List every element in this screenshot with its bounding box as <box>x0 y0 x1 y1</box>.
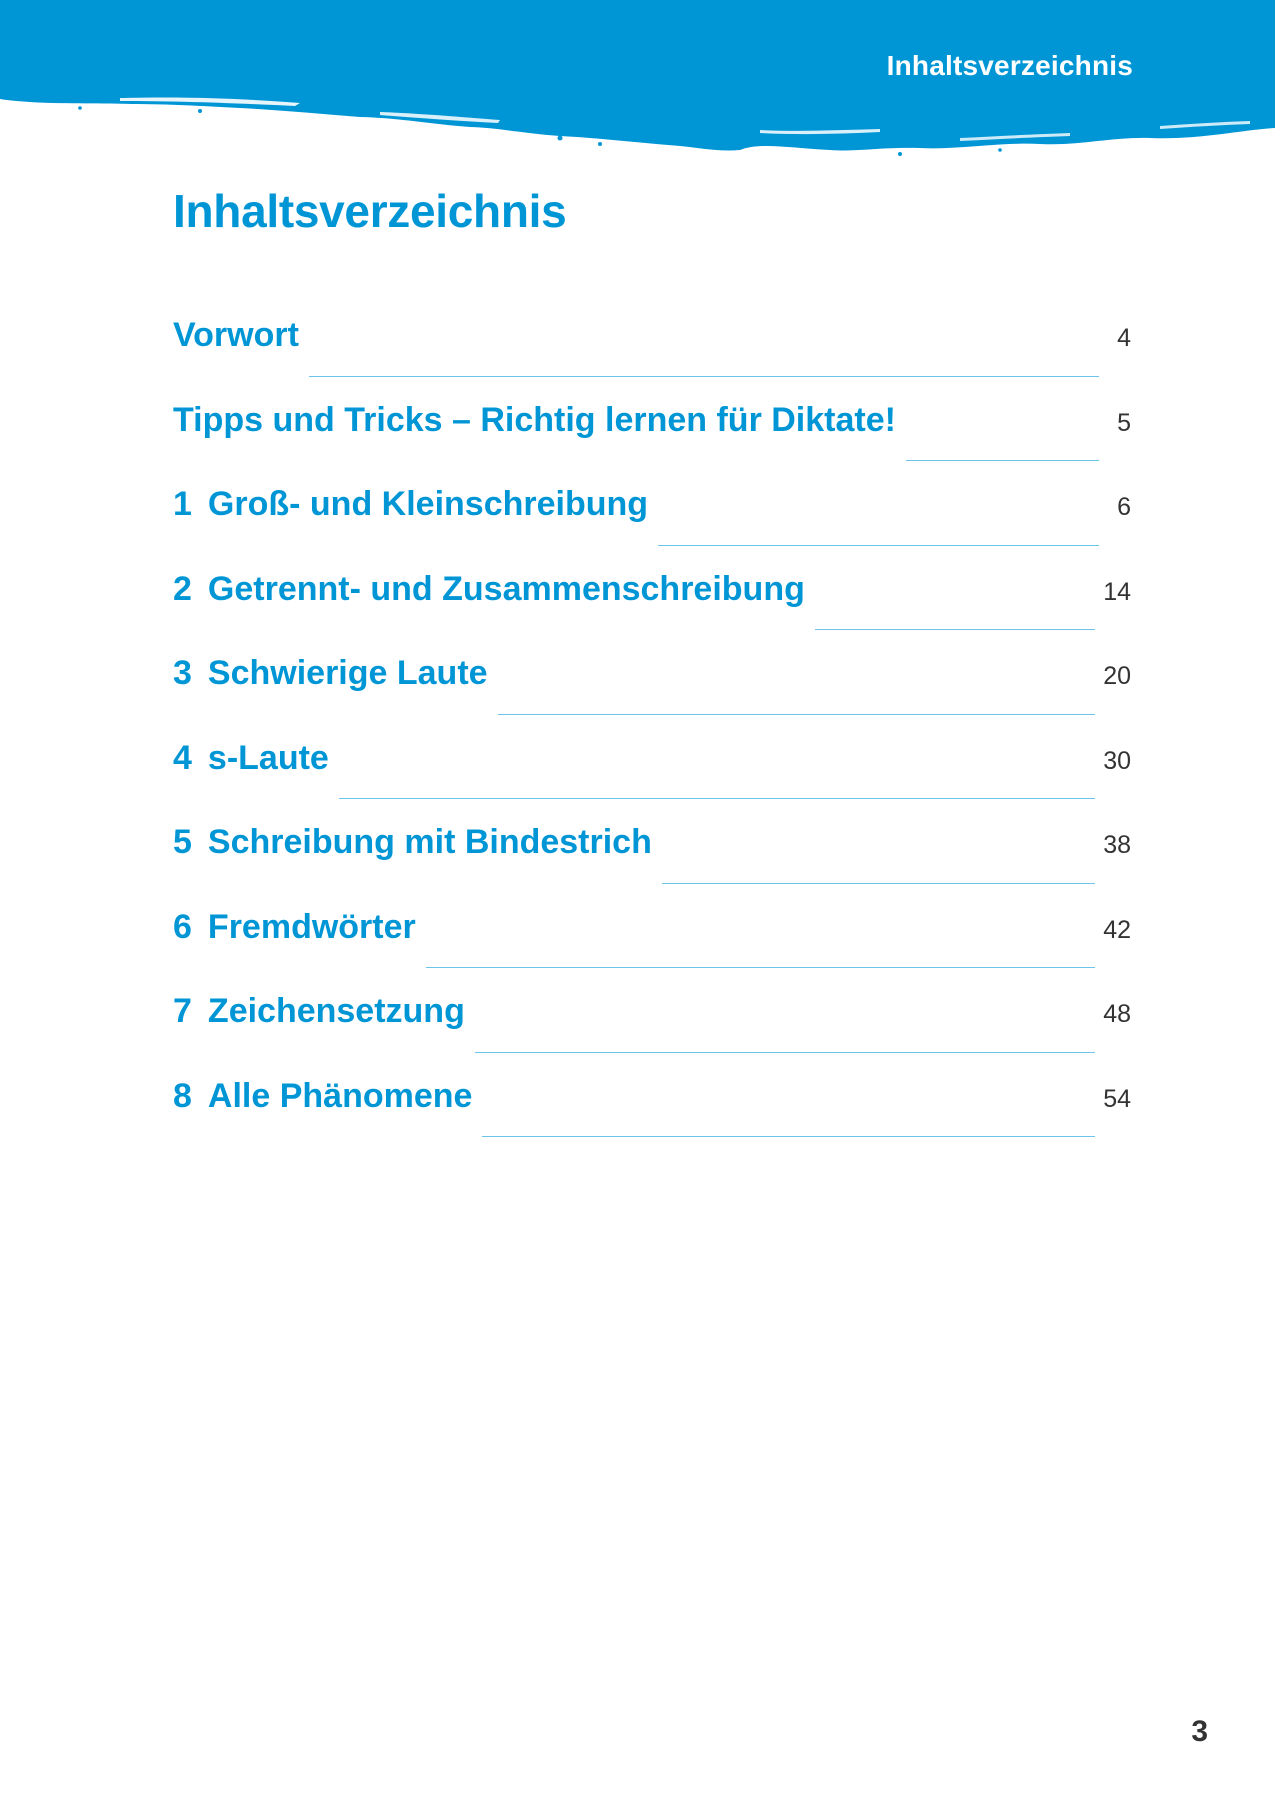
toc-entry-label: 2 Getrennt- und Zusammenschreibung <box>173 569 805 608</box>
toc-entry-vorwort[interactable] <box>173 316 1131 401</box>
toc-entry-chapter-6[interactable] <box>173 908 1131 993</box>
toc-page-number: 4 <box>1117 324 1131 352</box>
toc-leader-line <box>482 1136 1095 1137</box>
toc-leader-line <box>339 798 1095 799</box>
toc-page-number: 54 <box>1103 1084 1131 1113</box>
toc-entry-label: Tipps und Tricks – Richtig lernen für Diktate! <box>173 400 896 439</box>
toc-entry-label: 6 Fremdwörter <box>173 907 416 946</box>
toc-page-number: 5 <box>1117 408 1131 437</box>
toc-entry-chapter-5[interactable] <box>173 823 1131 908</box>
toc-chapter-number: 4 <box>173 738 192 777</box>
toc-entry-label: Vorwort <box>173 316 299 354</box>
toc-entry-label: 7 Zeichensetzung <box>173 992 465 1030</box>
toc-leader-line <box>309 376 1099 377</box>
toc-chapter-number: 7 <box>173 992 192 1030</box>
toc-chapter-number: 3 <box>173 654 192 692</box>
toc-page-number: 14 <box>1103 577 1131 606</box>
toc-page-number: 30 <box>1103 746 1131 775</box>
toc-entry-chapter-1[interactable] <box>173 485 1131 570</box>
toc-entry-label: 1 Groß- und Kleinschreibung <box>173 485 649 523</box>
toc-leader-line <box>658 545 1099 546</box>
toc-page-number: 42 <box>1103 915 1131 944</box>
toc-entry-label: 8 Alle Phänomene <box>173 1076 473 1115</box>
toc-leader-line <box>906 460 1099 461</box>
toc-leader-line <box>426 967 1095 968</box>
toc-chapter-number: 2 <box>173 569 192 608</box>
page-title: Inhaltsverzeichnis <box>173 185 567 237</box>
toc-entry-chapter-2[interactable] <box>173 570 1131 655</box>
toc-entry-chapter-7[interactable] <box>173 992 1131 1077</box>
toc-leader-line <box>475 1052 1095 1053</box>
toc-entry-chapter-3[interactable] <box>173 654 1131 739</box>
toc-entry-tipps-und-tricks[interactable] <box>173 401 1131 486</box>
toc-chapter-number: 8 <box>173 1076 192 1115</box>
toc-entry-label: 5 Schreibung mit Bindestrich <box>173 823 652 861</box>
toc-leader-line <box>662 883 1095 884</box>
toc-chapter-number: 6 <box>173 907 192 946</box>
toc-leader-line <box>815 629 1095 630</box>
toc-entry-label: 4 s-Laute <box>173 738 329 777</box>
table-of-contents <box>173 316 1131 1161</box>
toc-entry-chapter-4[interactable] <box>173 739 1131 824</box>
toc-page-number: 6 <box>1117 493 1131 521</box>
toc-chapter-number: 5 <box>173 823 192 861</box>
toc-page-number: 48 <box>1103 1000 1131 1028</box>
toc-chapter-number: 1 <box>173 485 192 523</box>
toc-entry-label: 3 Schwierige Laute <box>173 654 488 692</box>
page-number: 3 <box>1191 1715 1208 1748</box>
toc-page-number: 20 <box>1103 662 1131 690</box>
toc-page-number: 38 <box>1103 831 1131 859</box>
header-section-label: Inhaltsverzeichnis <box>886 50 1133 81</box>
toc-leader-line <box>498 714 1096 715</box>
toc-entry-chapter-8[interactable] <box>173 1077 1131 1162</box>
